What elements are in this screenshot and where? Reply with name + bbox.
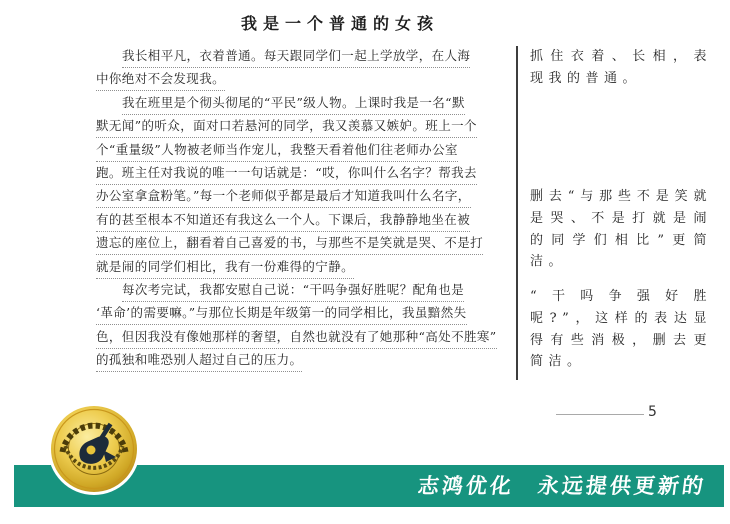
- footer-banner-text: 志鸿优化 永远提供更新的: [416, 474, 708, 498]
- page-title: 我是一个普通的女孩: [240, 14, 439, 33]
- essay-line: 有的甚至根本不知道还有我这么一个人。下课后，我静静地坐在被: [96, 210, 514, 233]
- essay-line: 我长相平凡，衣着普通。每天跟同学们一起上学放学，在人海: [96, 46, 514, 69]
- essay-line: 中你绝对不会发现我。: [96, 69, 514, 92]
- essay-line: 跑。班主任对我说的唯一一句话就是：“哎，你叫什么名字？帮我去: [96, 163, 514, 186]
- margin-note: 抓住衣着、长相，表现我的普通。: [530, 49, 712, 86]
- margin-divider: [516, 46, 518, 380]
- essay-line: 遗忘的座位上，翻看着自己喜爱的书，与那些不是笑就是哭、不是打: [96, 233, 514, 256]
- margin-note: “干吗争强好胜呢?”，这样的表达显得有些消极，删去更简洁。: [530, 289, 712, 370]
- essay-line: ‘革命’的需要嘛。”与那位长期是年级第一的同学相比，我虽黯然失: [96, 303, 514, 326]
- award-seal-icon: [48, 403, 140, 495]
- essay-line: 默无闻”的听众，面对口若悬河的同学，我又羡慕又嫉妒。班上一个: [96, 116, 514, 139]
- essay-line: 色，但因我没有像她那样的奢望，自然也就没有了她那种“高处不胜寒”: [96, 327, 514, 350]
- essay-line: 个“重量级”人物被老师当作宠儿，我整天看着他们往老师办公室: [96, 140, 514, 163]
- essay-line: 就是闹的同学们相比，我有一份难得的宁静。: [96, 257, 514, 280]
- essay-line: 我在班里是个彻头彻尾的“平民”级人物。上课时我是一名“默: [96, 93, 514, 116]
- essay-body: [96, 46, 514, 373]
- essay-line: 的孤独和唯恐别人超过自己的压力。: [96, 350, 514, 373]
- page-number: 5: [648, 404, 657, 420]
- essay-line: 办公室拿盒粉笔。”每一个老师似乎都是最后才知道我叫什么名字，: [96, 186, 514, 209]
- essay-line: 每次考完试，我都安慰自己说：“干吗争强好胜呢？配角也是: [96, 280, 514, 303]
- margin-note: 删去“与那些不是笑就是哭、不是打就是闹的同学们相比”更简洁。: [530, 189, 712, 270]
- page-number-rule: [556, 414, 644, 415]
